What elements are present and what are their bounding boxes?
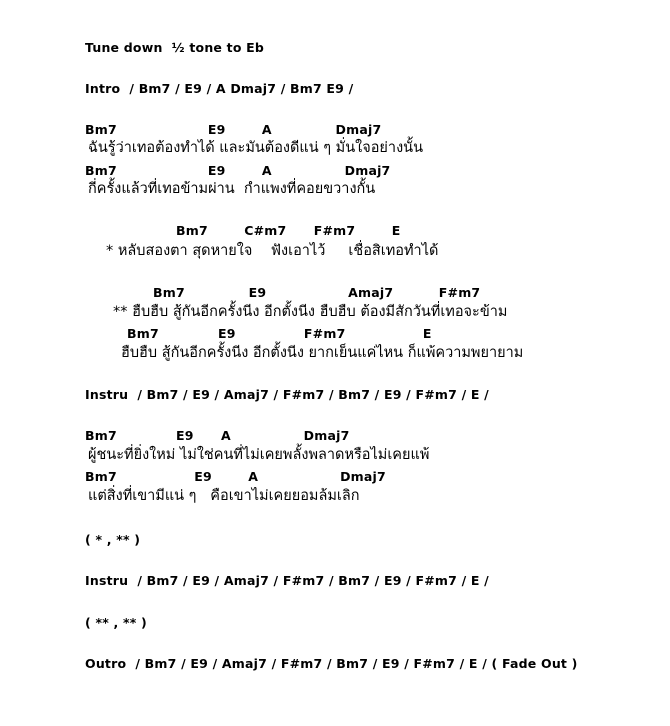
instru-section-2: Instru / Bm7 / E9 / Amaj7 / F#m7 / Bm7 / E9 / F#m7 / E / <box>85 573 489 588</box>
verse2-line1-chords: Bm7 E9 A Dmaj7 <box>85 428 350 443</box>
verse1-line2-chords: Bm7 E9 A Dmaj7 <box>85 163 391 178</box>
intro-section: Intro / Bm7 / E9 / A Dmaj7 / Bm7 E9 / <box>85 81 354 96</box>
chorus-doublestar-line1-chords: Bm7 E9 Amaj7 F#m7 <box>153 285 481 300</box>
verse1-line1-lyrics: ฉันรู้ว่าเทอต้องทำได้ และมันต้องดีแน่ ๆ มั่นใจอย่างนั้น <box>88 140 423 156</box>
outro-section: Outro / Bm7 / E9 / Amaj7 / F#m7 / Bm7 / E9 / F#m7 / E / ( Fade Out ) <box>85 656 578 671</box>
verse1-line2-lyrics: กี่ครั้งแล้วที่เทอข้ามผ่าน กำแพงที่คอยขวางกั้น <box>88 181 376 197</box>
repeat-marker-2: ( ** , ** ) <box>85 615 147 630</box>
chorus-star-chords: Bm7 C#m7 F#m7 E <box>176 223 401 238</box>
tuning-note: Tune down ½ tone to Eb <box>85 40 265 55</box>
repeat-marker-1: ( * , ** ) <box>85 532 141 547</box>
verse2-line2-lyrics: แต่สิ่งที่เขามีแน่ ๆ คือเขาไม่เคยยอมล้มเลิก <box>88 488 360 504</box>
chorus-star-lyrics: * หลับสองตา สุดหายใจ ฟังเอาไว้ เชื่อสิเทอทำได้ <box>106 243 439 259</box>
verse1-line1-chords: Bm7 E9 A Dmaj7 <box>85 122 382 137</box>
chorus-doublestar-line1-lyrics: ** ฮืบฮืบ สู้กันอีกครั้งนีง อีกตั้งนีง ฮืบฮืบ ต้องมีสักวันที่เทอจะข้าม <box>113 304 508 320</box>
verse2-line2-chords: Bm7 E9 A Dmaj7 <box>85 469 386 484</box>
chorus-doublestar-line2-chords: Bm7 E9 F#m7 E <box>127 326 432 341</box>
chorus-doublestar-line2-lyrics: ฮืบฮืบ สู้กันอีกครั้งนีง อีกตั้งนีง ยากเย็นแค่ไหน ก็แพ้ความพยายาม <box>121 345 524 361</box>
verse2-line1-lyrics: ผู้ชนะที่ยิ่งใหม่ ไม่ใช่คนที่ไม่เคยพลั้งพลาดหรือไม่เคยแพ้ <box>88 447 430 463</box>
instru-section-1: Instru / Bm7 / E9 / Amaj7 / F#m7 / Bm7 / E9 / F#m7 / E / <box>85 387 489 402</box>
